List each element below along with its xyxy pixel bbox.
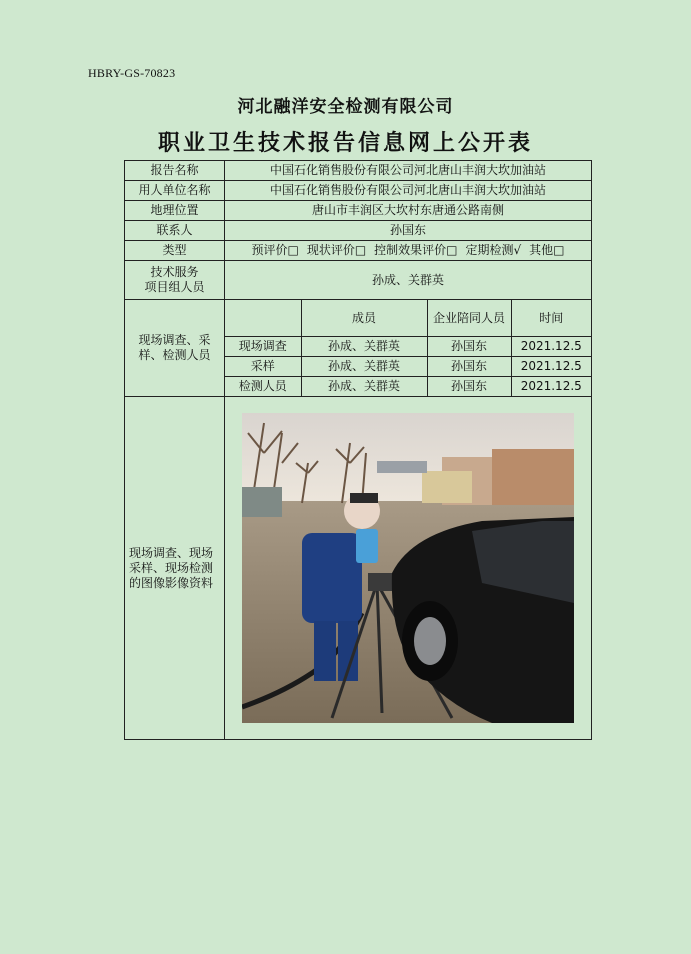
survey-members: 孙成、关群英 [301,337,427,357]
row-images [125,397,592,740]
images-label: 现场调查、现场采样、现场检测的图像影像资料 [125,397,225,740]
survey-escort: 孙国东 [427,337,511,357]
survey-label [125,300,225,397]
team-label-line1: 技术服务 [150,265,199,279]
type-option-other: 其他□ [529,243,565,257]
survey-label-line1: 现场调查、采 [138,333,211,347]
team-value: 孙成、关群英 [225,261,592,300]
survey-task: 现场调查 [225,337,301,357]
table-row [225,357,591,377]
images-cell [225,397,592,740]
survey-task: 检测人员 [225,377,301,397]
survey-escort: 孙国东 [427,377,511,397]
survey-task: 采样 [225,357,301,377]
document-number: HBRY-GS-70823 [88,66,176,80]
site-photo [242,413,574,723]
type-option-control: 控制效果评价□ [374,243,458,257]
type-label: 类型 [125,241,225,261]
row-report-name [125,161,592,181]
disclosure-form [124,160,592,740]
survey-header-escort: 企业陪同人员 [427,300,511,337]
report-name-label: 报告名称 [125,161,225,181]
survey-header-task [225,300,301,337]
contact-value: 孙国东 [225,221,592,241]
type-options [225,241,592,261]
survey-date: 2021.12.5 [511,357,591,377]
contact-label: 联系人 [125,221,225,241]
row-location [125,201,592,221]
survey-subtable-cell [225,300,592,397]
survey-date: 2021.12.5 [511,337,591,357]
survey-escort: 孙国东 [427,357,511,377]
row-team [125,261,592,300]
type-option-periodic: 定期检测√ [465,243,522,257]
page-title: 职业卫生技术报告信息网上公开表 [157,130,533,156]
employer-label: 用人单位名称 [125,181,225,201]
survey-header-row [225,300,591,337]
row-type [125,241,592,261]
location-value: 唐山市丰润区大坎村东唐通公路南侧 [225,201,592,221]
row-contact [125,221,592,241]
survey-subtable [225,300,591,396]
type-option-status: 现状评价□ [306,243,367,257]
team-label-line2: 项目组人员 [144,280,205,294]
row-survey [125,300,592,397]
survey-header-date: 时间 [511,300,591,337]
row-employer [125,181,592,201]
survey-label-line2: 样、检测人员 [138,348,211,362]
table-row [225,377,591,397]
survey-members: 孙成、关群英 [301,377,427,397]
survey-date: 2021.12.5 [511,377,591,397]
location-label: 地理位置 [125,201,225,221]
table-row [225,337,591,357]
company-name: 河北融洋安全检测有限公司 [237,97,454,117]
report-name-value: 中国石化销售股份有限公司河北唐山丰润大坎加油站 [225,161,592,181]
survey-header-members: 成员 [301,300,427,337]
employer-value: 中国石化销售股份有限公司河北唐山丰润大坎加油站 [225,181,592,201]
team-label [125,261,225,300]
survey-members: 孙成、关群英 [301,357,427,377]
type-option-pre: 预评价□ [251,243,299,257]
